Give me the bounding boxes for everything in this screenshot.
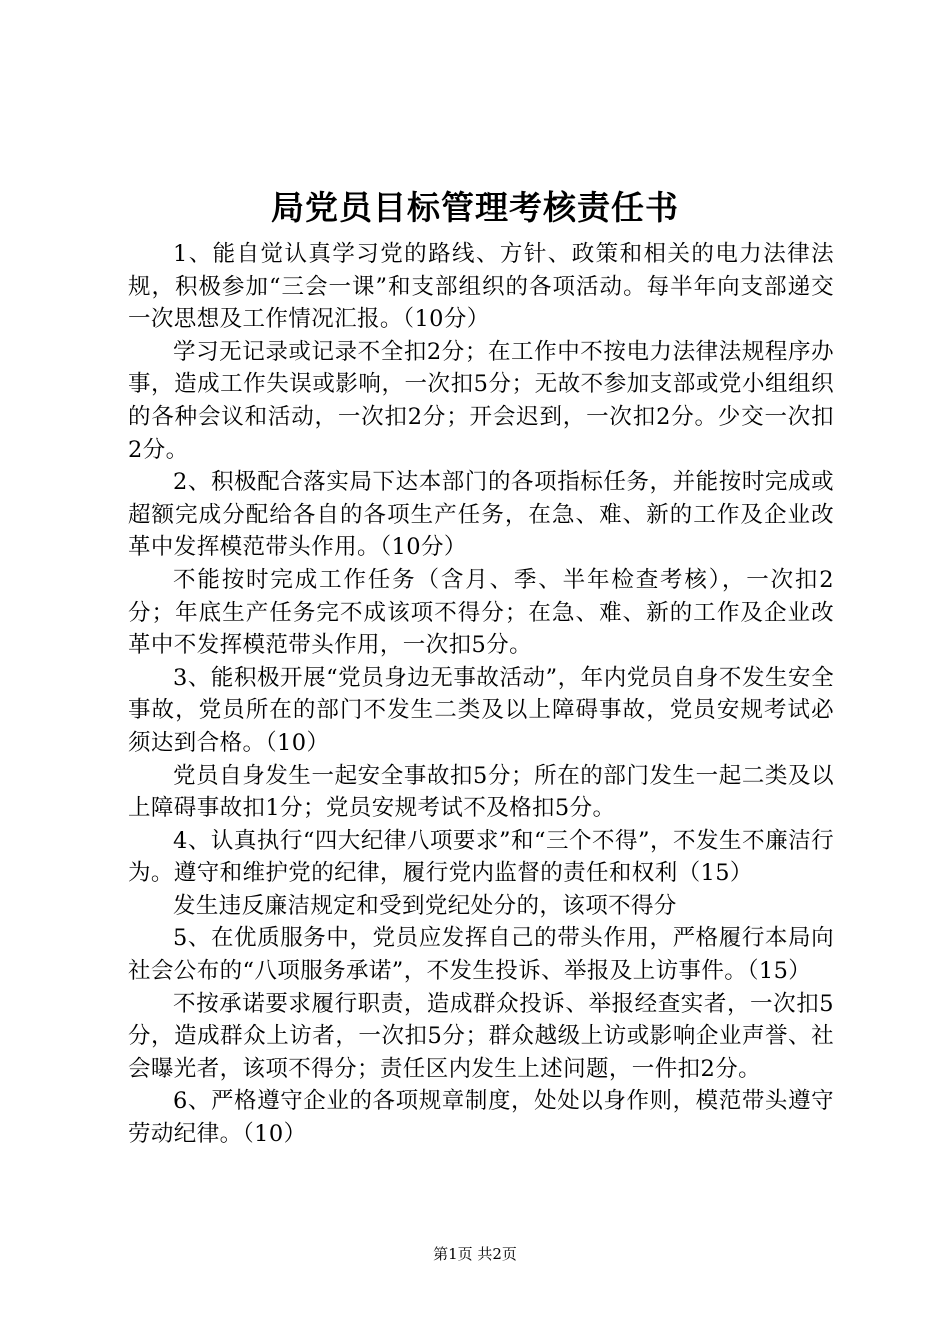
paragraph-item-6: 6、严格遵守企业的各项规章制度，处处以身作则，模范带头遵守劳动纪律。（10） [128,1088,834,1148]
paragraph-deduction-3: 党员自身发生一起安全事故扣5分；所在的部门发生一起二类及以上障碍事故扣1分；党员安规考试不及格扣5分。 [128,762,834,822]
paragraph-deduction-1: 学习无记录或记录不全扣2分；在工作中不按电力法律法规程序办事，造成工作失误或影响，一次扣5分；无故不参加支部或党小组组织的各种会议和活动，一次扣2分；开会迟到，一次扣2分。少交一次扣2分。 [128,338,834,463]
page-number-footer: 第1页 共2页 [433,1245,517,1263]
document-title: 局党员目标管理考核责任书 [271,188,679,227]
paragraph-deduction-5: 不按承诺要求履行职责，造成群众投诉、举报经查实者，一次扣5分，造成群众上访者，一次扣5分；群众越级上访或影响企业声誉、社会曝光者，该项不得分；责任区内发生上述问题，一件扣2分。 [128,990,834,1082]
document-body [128,238,834,1151]
paragraph-deduction-2: 不能按时完成工作任务（含月、季、半年检查考核），一次扣2分；年底生产任务完不成该项不得分；在急、难、新的工作及企业改革中不发挥模范带头作用，一次扣5分。 [128,566,834,659]
paragraph-item-5: 5、在优质服务中，党员应发挥自己的带头作用，严格履行本局向社会公布的“八项服务承诺”，不发生投诉、举报及上访事件。（15） [128,925,834,985]
paragraph-item-4: 4、认真执行“四大纪律八项要求”和“三个不得”，不发生不廉洁行为。遵守和维护党的纪律，履行党内监督的责任和权利（15） [128,827,834,887]
paragraph-item-1: 1、能自觉认真学习党的路线、方针、政策和相关的电力法律法规，积极参加“三会一课”和支部组织的各项活动。每半年向支部递交一次思想及工作情况汇报。（10分） [128,241,834,333]
paragraph-item-2: 2、积极配合落实局下达本部门的各项指标任务，并能按时完成或超额完成分配给各自的各项生产任务，在急、难、新的工作及企业改革中发挥模范带头作用。（10分） [128,469,834,561]
paragraph-deduction-4: 发生违反廉洁规定和受到党纪处分的，该项不得分 [173,892,677,919]
paragraph-item-3: 3、能积极开展“党员身边无事故活动”，年内党员自身不发生安全事故，党员所在的部门不发生二类及以上障碍事故，党员安规考试必须达到合格。（10） [128,664,834,756]
